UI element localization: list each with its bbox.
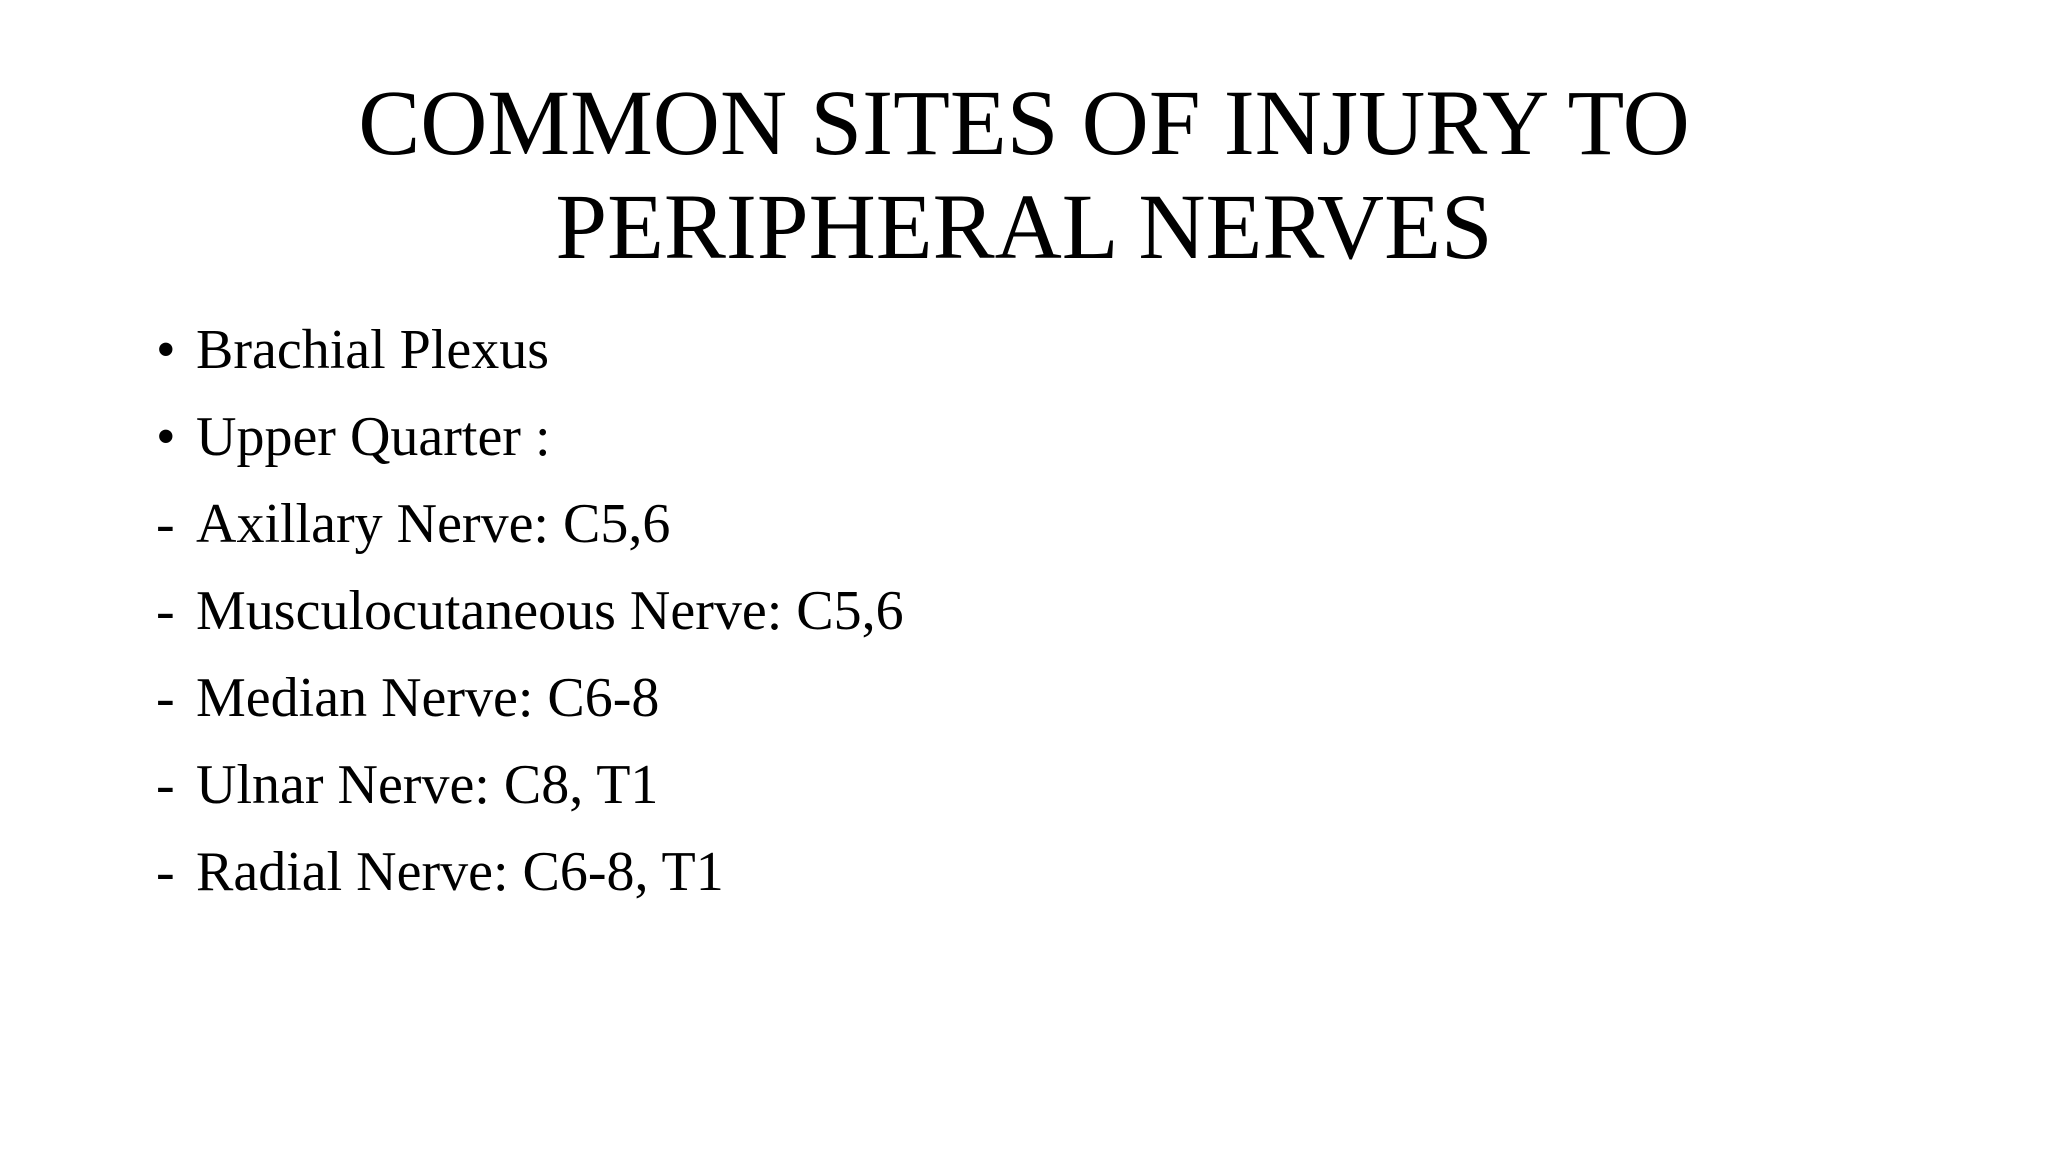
dash-marker: - (156, 580, 175, 642)
list-item-text: Brachial Plexus (196, 319, 550, 381)
dash-marker: - (156, 493, 175, 555)
slide-title-line-1: COMMON SITES OF INJURY TO (358, 72, 1690, 175)
list-item-text: Median Nerve: C6-8 (196, 667, 660, 729)
bullet-marker: • (156, 406, 176, 468)
list-item-text: Radial Nerve: C6-8, T1 (196, 841, 724, 903)
dash-marker: - (156, 841, 175, 903)
dash-marker: - (156, 667, 175, 729)
list-item-text: Upper Quarter : (196, 406, 551, 468)
bullet-marker: • (156, 319, 176, 381)
list-item-text: Musculocutaneous Nerve: C5,6 (196, 580, 904, 642)
list-item-text: Ulnar Nerve: C8, T1 (196, 754, 659, 816)
dash-marker: - (156, 754, 175, 816)
list-item-text: Axillary Nerve: C5,6 (196, 493, 671, 555)
slide-title (140, 72, 1908, 280)
slide-title-line-2: PERIPHERAL NERVES (555, 176, 1493, 279)
